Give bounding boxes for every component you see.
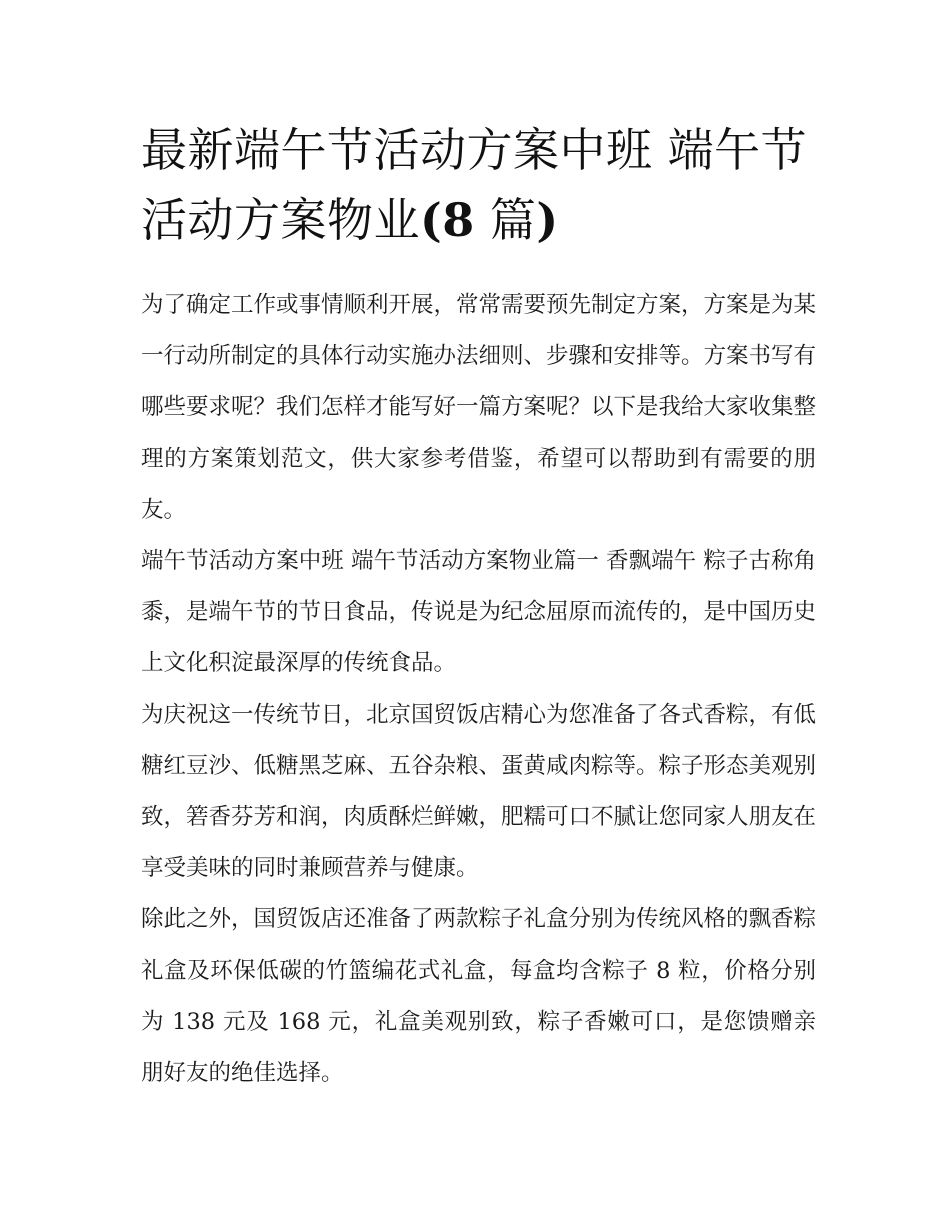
paragraph-section-one: 端午节活动方案中班 端午节活动方案物业篇一 香飘端午 粽子古称角黍，是端午节的节日食品，传说是为纪念屈原而流传的，是中国历史上文化积淀最深厚的传统食品。 [141, 548, 817, 677]
paragraph-zongzi-varieties: 为庆祝这一传统节日，北京国贸饭店精心为您准备了各式香粽，有低糖红豆沙、低糖黑芝麻、五谷杂粮、蛋黄咸肉粽等。粽子形态美观别致，箬香芬芳和润，肉质酥烂鲜嫩，肥糯可口不腻让您同家人朋友在享受美味的同时兼顾营养与健康。 [141, 701, 817, 882]
title-count: (8 [420, 193, 475, 247]
title-unit: 篇 [474, 193, 537, 247]
title-text: 最新端午节活动方案中班 端午节活动方案物业 [141, 123, 808, 247]
paragraph-intro: 为了确定工作或事情顺利开展，常常需要预先制定方案，方案是为某一行动所制定的具体行动实施办法细则、步骤和安排等。方案书写有哪些要求呢？我们怎样才能写好一篇方案呢？以下是我给大家收集整理的方案策划范文，供大家参考借鉴，希望可以帮助到有需要的朋友。 [141, 292, 817, 523]
title-close-paren: ) [536, 193, 559, 247]
document-title [141, 115, 821, 255]
document-body [141, 280, 816, 1099]
paragraph-gift-boxes: 除此之外，国贸饭店还准备了两款粽子礼盒分别为传统风格的飘香粽礼盒及环保低碳的竹篮编花式礼盒，每盒均含粽子 8 粒，价格分别为 138 元及 168 元，礼盒美观别致，粽子香嫩可口，是您馈赠亲朋好友的绝佳选择。 [141, 906, 817, 1087]
